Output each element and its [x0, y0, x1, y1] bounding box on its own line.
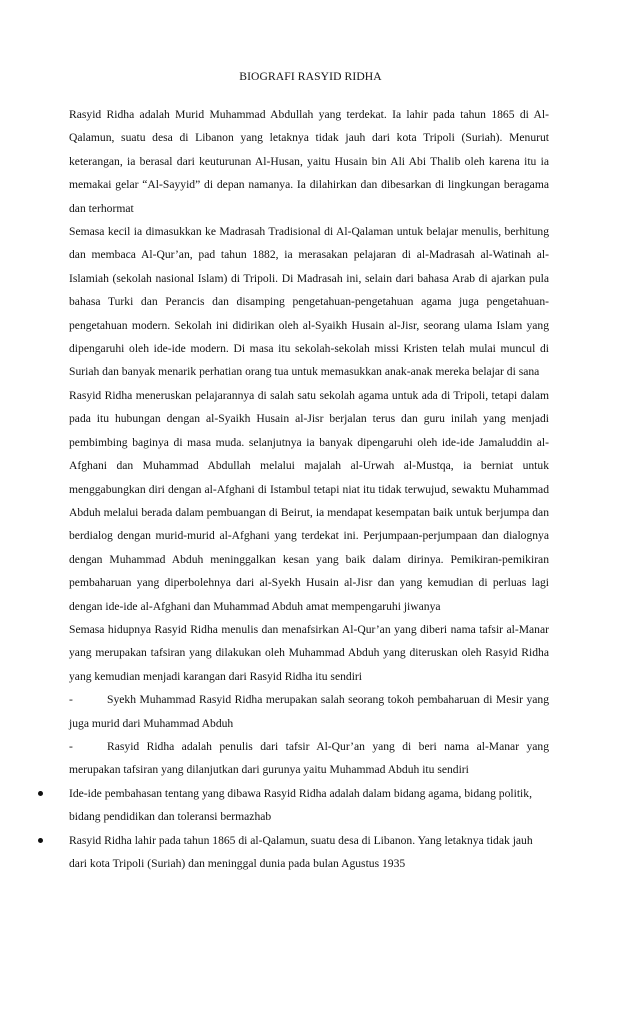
- bullet-dot-icon: [38, 838, 43, 843]
- dash-marker: -: [69, 693, 73, 707]
- paragraph: Rasyid Ridha adalah Murid Muhammad Abdullah yang terdekat. Ia lahir pada tahun 1865 di Al-Qalamun, suatu desa di Libanon yang letaknya tidak jauh dari kota Tripoli (Suriah). Menurut keterangan, ia berasal dari keuturunan Al-Husan, yaitu Husain bin Ali Abi Thalib oleh karena itu ia memakai gelar “Al-Sayyid” di depan namanya. Ia dilahirkan dan dibesarkan di lingkungan beragama dan terhormat: [69, 108, 549, 215]
- paragraph: Semasa kecil ia dimasukkan ke Madrasah Tradisional di Al-Qalaman untuk belajar menulis, berhitung dan membaca Al-Qur’an, pad tahun 1882, ia merasakan pelajaran di al-Madrasah al-Watinah al-Islamiah (sekolah nasional Islam) di Tripoli. Di Madrasah ini, selain dari bahasa Arab di ajarkan pula bahasa Turki dan Perancis dan disamping pengetahuan-pengetahuan agama juga pengetahuan-pengetahuan modern. Sekolah ini didirikan oleh al-Syaikh Husain al-Jisr, seorang ulama Islam yang dipengaruhi oleh ide-ide modern. Di masa itu sekolah-sekolah missi Kristen telah mulai muncul di Suriah dan banyak menarik perhatian orang tua untuk memasukkan anak-anak mereka belajar di sana: [69, 225, 549, 379]
- document-body: [69, 103, 549, 875]
- dash-item-text: Rasyid Ridha adalah penulis dari tafsir Al-Qur’an yang di beri nama al-Manar yang merupakan tafsiran yang dilanjutkan dari gurunya yaitu Muhammad Abduh itu sendiri: [69, 739, 549, 777]
- bullet-list-item: [69, 829, 549, 876]
- paragraph: Rasyid Ridha meneruskan pelajarannya di salah satu sekolah agama untuk ada di Tripoli, tetapi dalam pada itu hubungan dengan al-Syaikh Husain al-Jisr berjalan terus dan guru inilah yang menjadi pembimbing baginya di masa muda. selanjutnya ia banyak dipengaruhi oleh ide-ide Jamaluddin al-Afghani dan Muhammad Abdullah melalui majalah al-Urwah al-Mustqa, ia berniat untuk menggabungkan diri dengan al-Afghani di Istambul tetapi niat itu tidak terwujud, sewaktu Muhammad Abduh melalui berada dalam pembuangan di Beirut, ia mendapat kesempatan baik untuk berjumpa dan berdialog dengan murid-murid al-Afghani yang terdekat ini. Perjumpaan-perjumpaan dan dialognya dengan Muhammad Abduh meninggalkan kesan yang baik dalam dirinya. Pemikiran-pemikiran pembaharuan yang diperbolehnya dari al-Syekh Husain al-Jisr dan yang kemudian di perluas lagi dengan ide-ide al-Afghani dan Muhammad Abduh amat mempengaruhi jiwanya: [69, 388, 549, 613]
- dash-list-item: [69, 735, 549, 782]
- document-title: BIOGRAFI RASYID RIDHA: [239, 70, 382, 83]
- paragraph: Semasa hidupnya Rasyid Ridha menulis dan menafsirkan Al-Qur’an yang diberi nama tafsir al-Manar yang merupakan tafsiran yang dilakukan oleh Muhammad Abduh yang diteruskan oleh Rasyid Ridha yang kemudian menjadi karangan dari Rasyid Ridha itu sendiri: [69, 622, 549, 683]
- bullet-dot-icon: [38, 791, 43, 796]
- dash-marker: -: [69, 739, 73, 753]
- bullet-list: [69, 782, 549, 876]
- bullet-list-item: [69, 782, 549, 829]
- bullet-item-text: Rasyid Ridha lahir pada tahun 1865 di al-Qalamun, suatu desa di Libanon. Yang letaknya tidak jauh dari kota Tripoli (Suriah) dan meninggal dunia pada bulan Agustus 1935: [69, 833, 533, 870]
- dash-item-text: Syekh Muhammad Rasyid Ridha merupakan salah seorang tokoh pembaharuan di Mesir yang juga murid dari Muhammad Abduh: [69, 693, 549, 730]
- bullet-item-text: Ide-ide pembahasan tentang yang dibawa Rasyid Ridha adalah dalam bidang agama, bidang politik, bidang pendidikan dan toleransi bermazhab: [69, 786, 532, 824]
- dash-list-item: [69, 688, 549, 735]
